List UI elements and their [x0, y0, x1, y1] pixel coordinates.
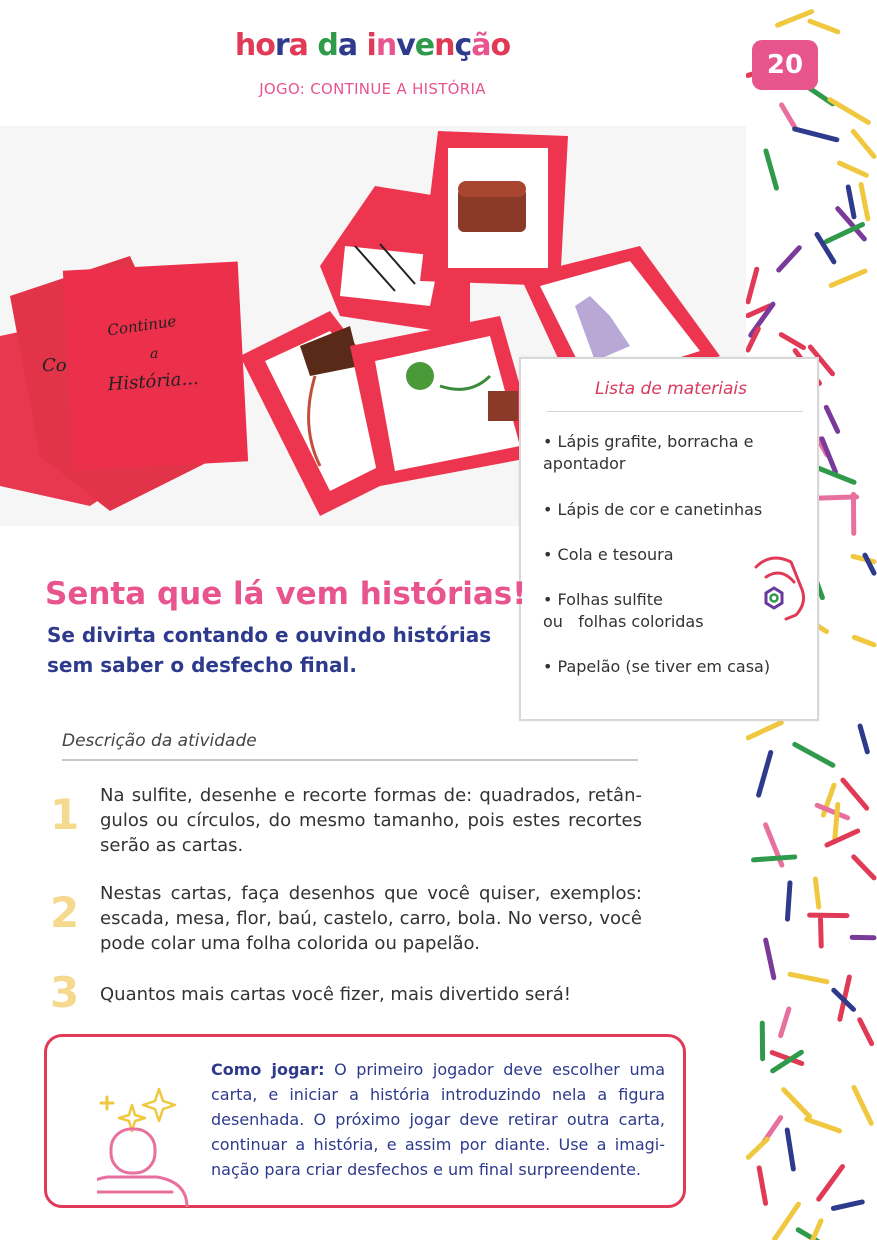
- brand-letter: d: [317, 28, 338, 63]
- step-number: 2: [50, 888, 80, 937]
- confetti-stroke: [827, 831, 858, 845]
- confetti-stroke: [860, 726, 867, 752]
- confetti-stroke: [787, 883, 790, 919]
- brand-letter: [357, 28, 366, 63]
- step-text: Na sulfite, desenhe e recorte formas de: quadrados, retân-gulos ou círculos, do mesmo tamanho, pois estes recortes serão as cartas.: [100, 785, 642, 856]
- confetti-stroke: [775, 1204, 799, 1239]
- confetti-stroke: [821, 919, 822, 946]
- brand-letter: r: [274, 28, 289, 63]
- brand-letter: a: [337, 28, 358, 63]
- card-chest: [420, 131, 568, 286]
- activity-section-label: Descrição da atividade: [62, 731, 257, 751]
- confetti-stroke: [748, 269, 757, 302]
- hand-hexagon-icon: [746, 547, 816, 627]
- confetti-stroke: [759, 752, 771, 795]
- confetti-stroke: [835, 805, 838, 842]
- activity-divider: [62, 759, 638, 761]
- confetti-stroke: [854, 857, 874, 878]
- confetti-stroke: [831, 271, 865, 285]
- card-title-line-1: Continue: [106, 311, 178, 340]
- confetti-stroke: [778, 12, 812, 26]
- confetti-stroke: [748, 723, 781, 738]
- confetti-stroke: [815, 879, 818, 907]
- brand-letter: ã: [471, 28, 491, 63]
- brand-letter: o: [490, 28, 511, 63]
- thinking-person-icon: [97, 1077, 197, 1207]
- brand-letter: v: [396, 28, 415, 63]
- confetti-stroke: [826, 407, 837, 431]
- confetti-stroke: [759, 1168, 765, 1203]
- confetti-stroke: [781, 335, 803, 348]
- confetti-stroke: [787, 1130, 793, 1169]
- brand-letter: n: [434, 28, 455, 63]
- confetti-stroke: [810, 21, 838, 32]
- materials-title: Lista de materiais: [594, 379, 747, 399]
- materials-list-box: [519, 357, 819, 721]
- how-to-play-text: [211, 1057, 665, 1182]
- confetti-stroke: [848, 187, 854, 217]
- material-item: • Lápis de cor e canetinhas: [543, 500, 763, 519]
- brand-letter: h: [234, 28, 256, 63]
- confetti-stroke: [861, 184, 868, 218]
- confetti-stroke: [754, 857, 795, 860]
- card-title-line-2: a: [150, 346, 159, 362]
- how-to-play-box: [44, 1034, 686, 1208]
- confetti-stroke: [854, 637, 874, 644]
- step-text: Quantos mais cartas você fizer, mais divertido será!: [100, 984, 571, 1005]
- confetti-stroke: [860, 1020, 872, 1044]
- brand-letter: o: [255, 28, 275, 63]
- confetti-stroke: [854, 1087, 871, 1123]
- materials-divider: [547, 411, 803, 412]
- confetti-stroke: [853, 131, 874, 156]
- confetti-stroke: [784, 1090, 810, 1117]
- brand-title: [230, 28, 515, 63]
- material-item: • Folhas sulfite ou folhas coloridas: [543, 590, 704, 631]
- confetti-stroke: [782, 105, 796, 129]
- brand-letter: a: [288, 28, 308, 63]
- headline: Senta que lá vem histórias!: [45, 576, 527, 612]
- confetti-stroke: [795, 129, 837, 140]
- card-partial-title: Co: [42, 355, 67, 376]
- page-number-badge: 20: [752, 40, 818, 90]
- confetti-stroke: [810, 1221, 821, 1240]
- material-item: • Cola e tesoura: [543, 545, 674, 564]
- material-item: • Lápis grafite, borracha e apontador: [543, 432, 754, 473]
- confetti-stroke: [839, 163, 866, 175]
- brand-letter: [308, 28, 317, 63]
- confetti-stroke: [830, 100, 868, 123]
- confetti-stroke: [833, 1202, 862, 1208]
- material-item: • Papelão (se tiver em casa): [543, 657, 771, 676]
- confetti-stroke: [819, 497, 857, 498]
- confetti-stroke: [766, 940, 774, 978]
- confetti-stroke: [865, 555, 874, 573]
- confetti-stroke: [819, 1167, 843, 1200]
- subheadline: Se divirta contando e ouvindo histórias sem saber o desfecho final.: [47, 623, 492, 677]
- brand-letter: e: [414, 28, 435, 63]
- card-title-line-3: História...: [106, 367, 200, 396]
- step-number: 1: [50, 790, 80, 839]
- confetti-stroke: [790, 974, 827, 981]
- confetti-stroke: [766, 151, 777, 188]
- brand-letter: n: [375, 28, 397, 63]
- confetti-stroke: [795, 744, 833, 765]
- how-to-play-body: O primeiro jogador deve escolher uma carta, e iniciar a história introduzindo nela a figura desenhada. O próximo jogar deve retirar outra carta, continuar a história, e assim por diante. Use a imagi-nação para criar desfechos e um final surpreendente.: [211, 1060, 665, 1179]
- confetti-stroke: [807, 1119, 840, 1131]
- confetti-stroke: [779, 248, 800, 270]
- brand-letter: ç: [454, 28, 472, 63]
- page-subtitle: JOGO: CONTINUE A HISTÓRIA: [259, 80, 486, 98]
- confetti-stroke: [748, 1139, 767, 1157]
- step-number: 3: [50, 968, 80, 1017]
- confetti-stroke: [843, 780, 867, 808]
- confetti-stroke: [822, 439, 835, 472]
- how-to-play-lead: Como jogar:: [211, 1060, 325, 1079]
- confetti-stroke: [781, 1009, 789, 1036]
- step-text: Nestas cartas, faça desenhos que você quiser, exemplos: escada, mesa, flor, baú, castelo, carro, bola. No verso, você pode colar uma folha colorida ou papelão.: [100, 883, 642, 954]
- brand-letter: i: [366, 28, 376, 63]
